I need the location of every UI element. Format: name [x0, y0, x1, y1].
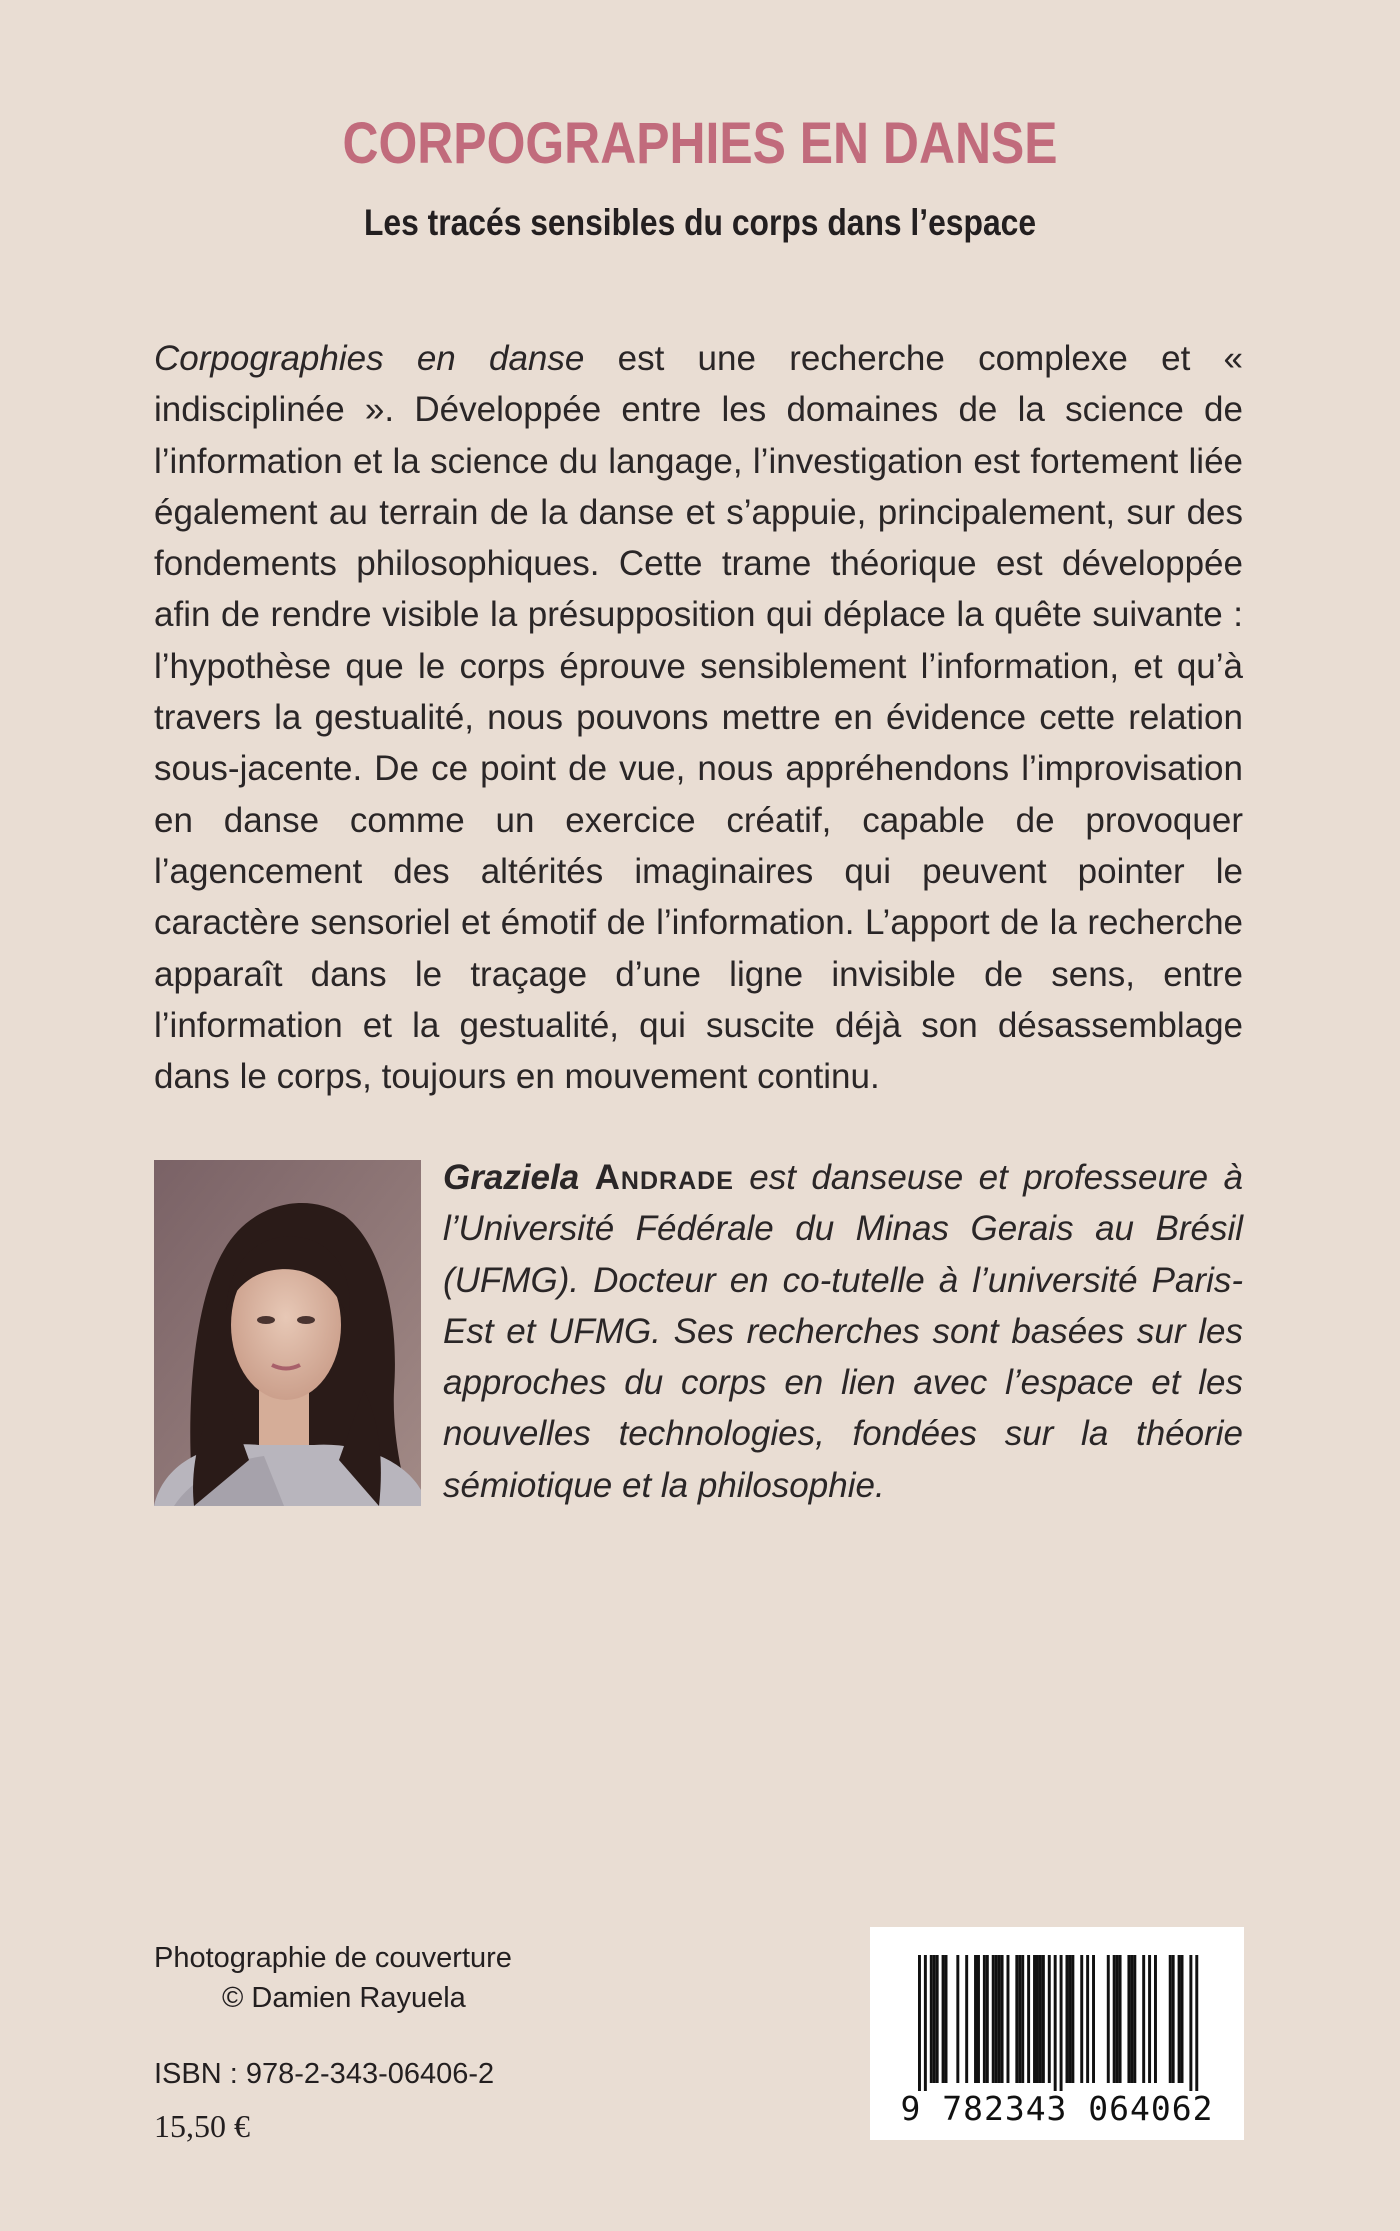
barcode-bar — [945, 1955, 948, 2083]
barcode-bar — [977, 1955, 980, 2083]
barcode-bar — [992, 1955, 995, 2083]
barcode-bar — [1068, 1955, 1071, 2083]
barcode-bar — [1195, 1955, 1198, 2091]
barcode-bar — [1130, 1955, 1133, 2083]
photo-credit-line2: © Damien Rayuela — [222, 1982, 466, 2014]
barcode-bar — [1001, 1955, 1004, 2083]
barcode-bar — [1172, 1955, 1175, 2083]
book-subtitle: Les tracés sensibles du corps dans l’espace — [363, 202, 1037, 243]
barcode-bar — [1189, 1955, 1192, 2091]
summary-body: est une recherche complexe et « indisciplinée ». Développée entre les domaines de la science de l’information et la science du langage, l’investigation est fortement liée également au terrain de la danse et s’appuie, principalement, sur des fondements philosophiques. Cette trame théorique est développée afin de rendre visible la présupposition qui déplace la quête suivante : l’hypothèse que le corps éprouve sensiblement l’information, et qu’à travers la gestualité, nous pouvons mettre en évidence cette relation sous-jacente. De ce point de vue, nous appréhendons l’improvisation en danse comme un exercice créatif, capable de provoquer l’agencement des altérités imaginaires qui peuvent pointer le caractère sensoriel et émotif de l’information. L’apport de la recherche apparaît dans le traçage d’une ligne invisible de sens, entre l’information et la gestualité, qui suscite déjà son désassemblage dans le corps, toujours en mouvement continu. — [154, 339, 1244, 1097]
photo-credit-line1: Photographie de couverture — [154, 1942, 512, 1974]
barcode-bar — [1142, 1955, 1145, 2083]
barcode-bar — [1133, 1955, 1136, 2083]
barcode-bar — [1080, 1955, 1083, 2083]
barcode-bar — [1054, 1955, 1057, 2091]
barcode-bar — [995, 1955, 998, 2083]
barcode-bar — [1107, 1955, 1110, 2083]
barcode-bar — [986, 1955, 989, 2083]
barcode-bar — [1018, 1955, 1021, 2083]
barcode-bar — [1148, 1955, 1151, 2083]
barcode-bar — [1027, 1955, 1030, 2083]
barcode-bar — [1086, 1955, 1089, 2083]
summary-text — [154, 333, 1243, 1102]
author-bio-text: est danseuse et professeure à l’Université Fédérale du Minas Gerais au Brésil (UFMG). Docteur en co-tutelle à l’université Paris-Est et UFMG. Ses recherches sont basées sur les approches du corps en lien avec l’espace et les nouvelles technologies, fondées sur la théorie sémiotique et la philosophie. — [443, 1158, 1243, 1505]
barcode-bar — [1048, 1955, 1051, 2083]
author-first-name: Graziela — [443, 1158, 580, 1197]
barcode-bar — [1113, 1955, 1116, 2083]
barcode-bar — [1119, 1955, 1122, 2083]
barcode-bar — [1015, 1955, 1018, 2083]
barcode-bar — [918, 1955, 921, 2091]
barcode-bar — [1039, 1955, 1042, 2083]
barcode-bar — [1021, 1955, 1024, 2083]
barcode-bar — [1127, 1955, 1130, 2083]
barcode-bar — [1181, 1955, 1184, 2083]
barcode-bar — [1007, 1955, 1010, 2083]
barcode-bar — [942, 1955, 945, 2083]
barcode-bar — [933, 1955, 936, 2083]
barcode-bar — [1092, 1955, 1095, 2083]
barcode-bar — [983, 1955, 986, 2083]
barcode-bar — [930, 1955, 933, 2083]
barcode-bar — [1169, 1955, 1172, 2083]
barcode-bar — [1071, 1955, 1074, 2083]
barcode-bar — [1178, 1955, 1181, 2083]
barcode — [870, 1927, 1244, 2140]
barcode-bar — [1036, 1955, 1039, 2083]
barcode-bar — [1042, 1955, 1045, 2083]
author-photo — [154, 1160, 421, 1506]
author-bio — [443, 1152, 1243, 1511]
barcode-bar — [998, 1955, 1001, 2083]
photo-credit — [154, 1938, 512, 2018]
barcode-bar — [924, 1955, 927, 2091]
isbn: ISBN : 978-2-343-06406-2 — [154, 2058, 495, 2090]
price: 15,50 € — [154, 2108, 250, 2144]
barcode-bar — [956, 1955, 959, 2083]
barcode-bar — [965, 1955, 968, 2083]
author-last-name: Andrade — [594, 1158, 734, 1197]
barcode-bar — [1066, 1955, 1069, 2083]
barcode-bars — [870, 1927, 1244, 2097]
barcode-bar — [936, 1955, 939, 2083]
barcode-bar — [1116, 1955, 1119, 2083]
barcode-bar — [974, 1955, 977, 2083]
barcode-digits: 9 782343 064062 — [900, 2089, 1214, 2128]
barcode-bar — [1154, 1955, 1157, 2083]
summary-title-italic: Corpographies en danse — [154, 339, 585, 378]
barcode-bar — [1033, 1955, 1036, 2083]
barcode-bar — [1060, 1955, 1063, 2091]
book-title: CORPOGRAPHIES EN DANSE — [342, 111, 1058, 176]
